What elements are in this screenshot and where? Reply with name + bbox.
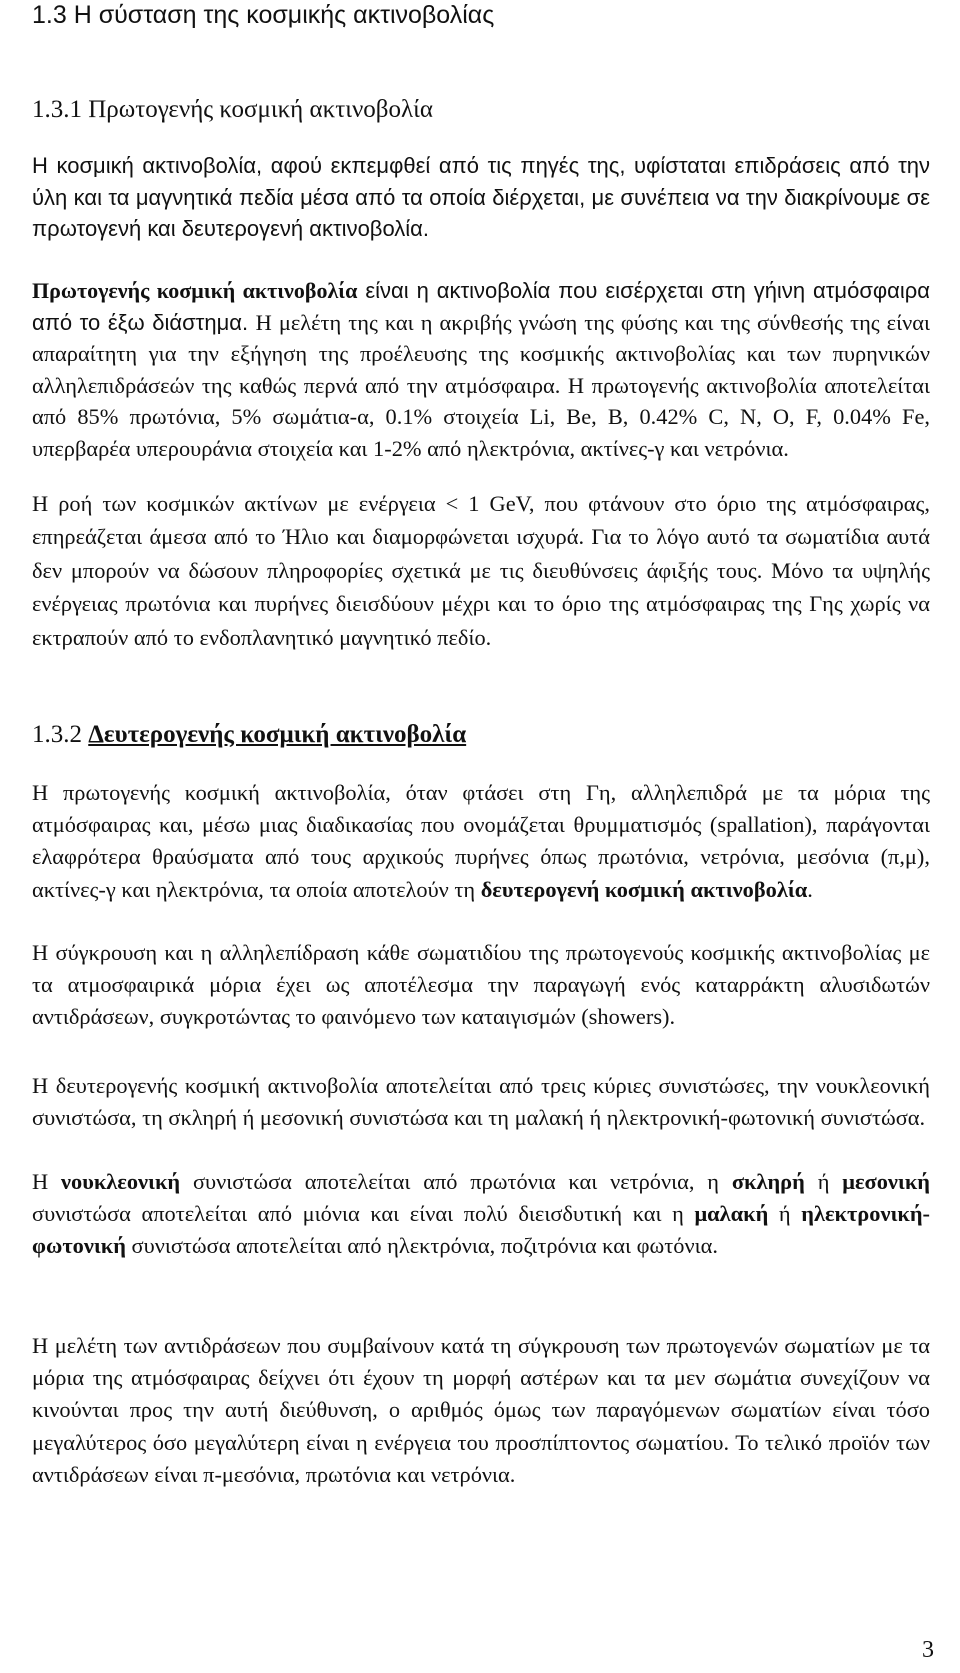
paragraph-secondary-component-details — [32, 1166, 930, 1263]
paragraph-primary-intro: Η κοσμική ακτινοβολία, αφού εκπεμφθεί από τις πηγές της, υφίσταται επιδράσεις από την ύλη και τα μαγνητικά πεδία μέσα από τα οποία διέρχεται, με συνέπεια να την διακρίνουμε σε πρωτογενή και δευτερογενή ακτινοβολία. — [32, 153, 930, 241]
subsection-title-text: Δευτερογενής κοσμική ακτινοβολία — [88, 721, 467, 748]
text-segment: συνιστώσα αποτελείται από μιόνια και είναι πολύ διεισδυτική και η — [32, 1201, 695, 1227]
subsection-number: 1.3.2 — [32, 721, 89, 748]
text-segment: ή — [768, 1201, 802, 1227]
page-number: 3 — [922, 1637, 934, 1663]
text-segment: Η — [32, 1169, 62, 1194]
term-electron-photon: ηλεκτρονική-φωτονική — [32, 1201, 931, 1259]
composition-text: Η μελέτη της και η ακριβής γνώση της φύσης και της σύνθεσής της είναι απαραίτητη για την εξήγηση της προέλευσης της κοσμικής ακτινοβολίας και των πυρηνικών αλληλεπιδράσεών της καθώς περνά από την ατμόσφαιρα. Η πρωτογενής ακτινοβολία αποτελείται από 85% πρωτόνια, 5% σωμάτια-α, 0.1% στοιχεία Li, Be, B, 0.42% C, N, O, F, 0.04% Fe, υπερβαρέα υπερουράνια στοιχεία και 1-2% από ηλεκτρόνια, ακτίνες-γ και νετρόνια. — [32, 309, 930, 461]
spallation-text: Η πρωτογενής κοσμική ακτινοβολία, όταν φτάσει στη Γη, αλληλεπιδρά με τα μόρια της ατμόσφαιρας και, μέσω μιας διαδικασίας που ονομάζεται θρυμματισμός (spallation), παράγονται ελαφρότερα θραύσματα από τους αρχικούς πυρήνες όπως πρωτόνια, νετρόνια, μεσόνια (π,μ), ακτίνες-γ και ηλεκτρόνια, τα οποία αποτελούν τη — [32, 780, 930, 902]
text-segment: συνιστώσα αποτελείται από ηλεκτρόνια, ποζιτρόνια και φωτόνια. — [125, 1233, 718, 1259]
subsection-title-primary: 1.3.1 Πρωτογενής κοσμική ακτινοβολία — [32, 96, 433, 123]
term-nucleonic: νουκλεονική — [61, 1169, 181, 1194]
term-primary-cosmic-radiation: Πρωτογενής κοσμική ακτινοβολία — [32, 278, 358, 303]
term-mesonic: μεσονική — [842, 1169, 930, 1194]
paragraph-primary-flux: Η ροή των κοσμικών ακτίνων με ενέργεια < 1 GeV, που φτάνουν στο όριο της ατμόσφαιρας, επηρεάζεται άμεσα από το Ήλιο και διαμορφώνεται ισχυρά. Για το λόγο αυτό τα σωματίδια αυτά δεν μπορούν να δώσουν πληροφορίες σχετικά με τις διευθύνσεις άφιξής τους. Μόνο τα υψηλής ενέργειας πρωτόνια και πυρήνες διεισδύουν μέχρι και το όριο της ατμόσφαιρας της Γης χωρίς να εκτραπούν από το ενδοπλανητικό μαγνητικό πεδίο. — [32, 491, 930, 650]
text-segment: ή — [804, 1169, 843, 1194]
text-segment: συνιστώσα αποτελείται από πρωτόνια και νετρόνια, η — [180, 1169, 732, 1194]
paragraph-secondary-components: Η δευτερογενής κοσμική ακτινοβολία αποτελείται από τρεις κύριες συνιστώσες, την νουκλεονική συνιστώσα, τη σκληρή ή μεσονική συνιστώσα και τη μαλακή ή ηλεκτρονική-φωτονική συνιστώσα. — [32, 1073, 930, 1131]
term-secondary-cosmic-radiation: δευτερογενή κοσμική ακτινοβολία — [480, 876, 808, 902]
term-hard: σκληρή — [731, 1169, 805, 1194]
paragraph-secondary-showers: Η σύγκρουση και η αλληλεπίδραση κάθε σωματιδίου της πρωτογενούς κοσμικής ακτινοβολίας με τα ατμοσφαιρικά μόρια έχει ως αποτέλεσμα την παραγωγή ενός καταρράκτη αλυσιδωτών αντιδράσεων, συγκροτώντας το φαινόμενο των καταιγισμών (showers). — [32, 940, 930, 1030]
term-soft: μαλακή — [694, 1201, 769, 1227]
period: . — [807, 876, 813, 902]
section-title: 1.3 Η σύσταση της κοσμικής ακτινοβολίας — [32, 1, 495, 29]
definition-text: είναι η ακτινοβολία που εισέρχεται στη γήινη ατμόσφαιρα από το έξω διάστημα. — [32, 278, 930, 335]
subsection-title-secondary — [32, 720, 930, 750]
paragraph-secondary-star-reactions: Η μελέτη των αντιδράσεων που συμβαίνουν κατά τη σύγκρουση των πρωτογενών σωματίων με τα μόρια της ατμόσφαιρας δείχνει ότι έχουν τη μορφή αστέρων και τα μεν σωμάτια συνεχίζουν να κινούνται προς την αυτή διεύθυνση, ο αριθμός όμως των παραγόμενων σωματίων είναι τόσο μεγαλύτερος όσο μεγαλύτερη είναι η ενέργεια του προσπίπτοντος σωματίου. Το τελικό προϊόν των αντιδράσεων είναι π-μεσόνια, πρωτόνια και νετρόνια. — [32, 1333, 930, 1487]
paragraph-secondary-spallation — [32, 777, 930, 906]
paragraph-primary-definition — [32, 275, 930, 464]
